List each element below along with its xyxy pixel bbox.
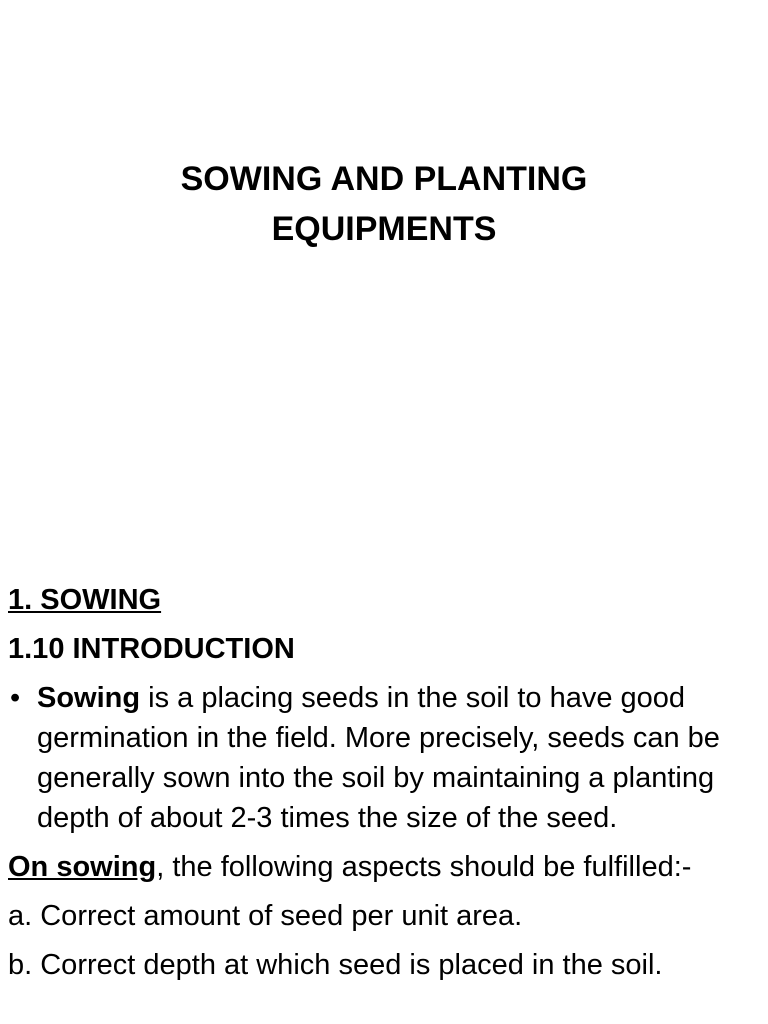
bullet-icon: •: [10, 682, 21, 714]
list-item: b. Correct depth at which seed is placed in the soil.: [8, 949, 663, 981]
section-heading: 1. SOWING: [8, 584, 162, 616]
title-line-1: SOWING AND PLANTING: [180, 160, 588, 198]
slide-title: [100, 154, 668, 254]
slide-content: [8, 580, 754, 994]
bullet-paragraph: [37, 678, 754, 838]
aspects-line: [8, 847, 754, 887]
aspects-term: On sowing: [8, 851, 157, 883]
bullet-item: [8, 678, 754, 838]
bullet-body: is a placing seeds in the soil to have good germination in the field. More precisely, seeds can be generally sown into the soil by maintaining a planting depth of about 2-3 times the size of the seed.: [37, 682, 720, 834]
section-subheading: 1.10 INTRODUCTION: [8, 633, 295, 665]
aspects-text: , the following aspects should be fulfilled:-: [156, 851, 692, 883]
title-line-2: EQUIPMENTS: [271, 210, 497, 248]
list-item: a. Correct amount of seed per unit area.: [8, 900, 523, 932]
bullet-term: Sowing: [37, 682, 141, 714]
